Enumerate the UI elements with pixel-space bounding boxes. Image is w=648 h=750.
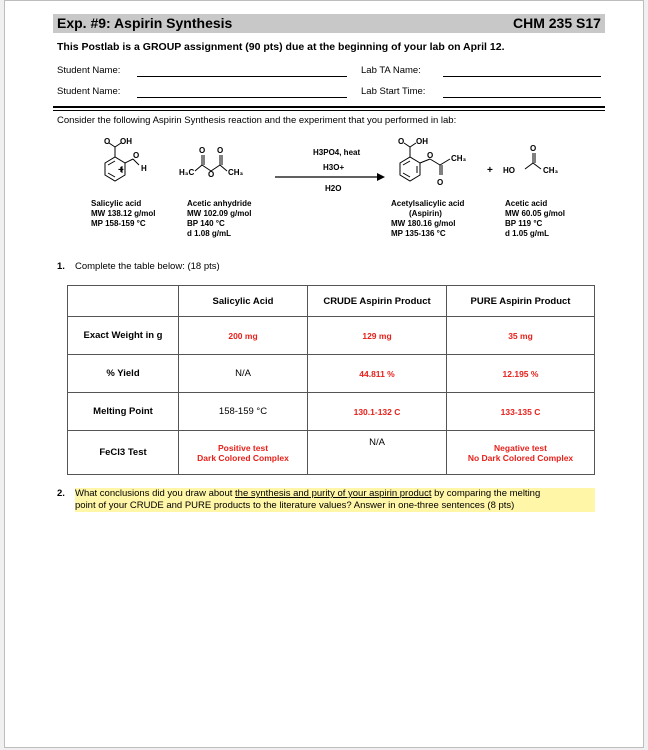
- compound-density: d 1.05 g/mL: [505, 229, 550, 238]
- svg-text:CH₃: CH₃: [543, 166, 559, 175]
- compound-salicylic-acid: [91, 199, 155, 229]
- table-cell[interactable]: 158-159 °C: [179, 393, 308, 431]
- table-cell[interactable]: [179, 431, 308, 475]
- compound-aspirin: [391, 199, 464, 239]
- compound-mw: MW 138.12 g/mol: [91, 209, 156, 218]
- table-cell[interactable]: N/A: [308, 431, 447, 475]
- postlab-page: [4, 0, 644, 748]
- compound-name: Acetic acid: [505, 199, 548, 208]
- lab-start-time-label: Lab Start Time:: [361, 86, 426, 97]
- question-2-emphasis: the synthesis and purity of your aspirin product: [235, 488, 432, 499]
- assignment-subtitle: This Postlab is a GROUP assignment (90 pts) due at the beginning of your lab on April 12.: [57, 41, 505, 53]
- table-cell[interactable]: 12.195 %: [447, 355, 595, 393]
- svg-text:O: O: [427, 151, 434, 160]
- compound-mp: MP 158-159 °C: [91, 219, 146, 228]
- cell-line: Negative test: [494, 442, 547, 453]
- svg-text:H₃C: H₃C: [179, 168, 195, 177]
- svg-text:O: O: [104, 137, 111, 146]
- table-row: [68, 355, 595, 393]
- question-1-number: 1.: [57, 261, 65, 272]
- compound-bp: BP 119 °C: [505, 219, 543, 228]
- table-header-row: [68, 286, 595, 317]
- table-cell[interactable]: N/A: [179, 355, 308, 393]
- compound-density: d 1.08 g/mL: [187, 229, 232, 238]
- student-name-field-2[interactable]: [137, 97, 347, 98]
- lab-ta-name-field[interactable]: [443, 76, 601, 77]
- table-cell[interactable]: 200 mg: [179, 317, 308, 355]
- results-table: [67, 285, 595, 475]
- svg-text:CH₃: CH₃: [228, 168, 244, 177]
- plus-sign-1: +: [118, 165, 124, 176]
- student-name-field-1[interactable]: [137, 76, 347, 77]
- question-2-part1: What conclusions did you draw about: [75, 488, 236, 499]
- course-code: CHM 235 S17: [513, 15, 601, 31]
- table-row: [68, 431, 595, 475]
- lab-ta-name-label: Lab TA Name:: [361, 65, 421, 76]
- compound-name: Acetylsalicylic acid: [391, 199, 465, 208]
- compound-name: Acetic anhydride: [187, 199, 252, 208]
- svg-text:O: O: [208, 170, 215, 179]
- reaction-arrow-head: [377, 173, 385, 181]
- question-1-text: Complete the table below: (18 pts): [75, 261, 220, 272]
- table-cell[interactable]: 129 mg: [308, 317, 447, 355]
- row-label: FeCl3 Test: [68, 431, 179, 475]
- compound-mw: MW 180.16 g/mol: [391, 219, 456, 228]
- student-name-label-2: Student Name:: [57, 86, 121, 97]
- intro-text: Consider the following Aspirin Synthesis reaction and the experiment that you performed in lab:: [57, 115, 457, 126]
- compound-bp: BP 140 °C: [187, 219, 225, 228]
- table-cell[interactable]: [447, 431, 595, 475]
- svg-text:HO: HO: [503, 166, 515, 175]
- lab-start-time-field[interactable]: [443, 97, 601, 98]
- question-2-number: 2.: [57, 488, 65, 499]
- question-2-text: [75, 488, 595, 512]
- svg-text:O: O: [398, 137, 405, 146]
- table-header-cell: PURE Aspirin Product: [447, 286, 595, 317]
- svg-text:OH: OH: [416, 137, 428, 146]
- svg-text:OH: OH: [120, 137, 132, 146]
- table-header-cell: [68, 286, 179, 317]
- compound-acetic-anhydride: [187, 199, 251, 239]
- cell-line: Dark Colored Complex: [197, 452, 289, 463]
- compound-alt-name: (Aspirin): [409, 209, 442, 218]
- divider-thin: [53, 110, 605, 111]
- row-label: Exact Weight in g: [68, 317, 179, 355]
- question-2-line2: point of your CRUDE and PURE products to the literature values? Answer in one-three sentences (8 pts): [75, 500, 515, 511]
- svg-text:O: O: [133, 151, 140, 160]
- cell-line: Positive test: [217, 442, 269, 453]
- condition-2: H3O+: [323, 163, 345, 172]
- table-cell[interactable]: 35 mg: [447, 317, 595, 355]
- compound-mw: MW 60.05 g/mol: [505, 209, 566, 218]
- table-row: [68, 393, 595, 431]
- svg-text:O: O: [437, 178, 444, 187]
- svg-text:CH₃: CH₃: [451, 154, 467, 163]
- compound-mp: MP 135-136 °C: [391, 229, 446, 238]
- svg-text:O: O: [530, 144, 537, 153]
- table-cell[interactable]: 133-135 C: [447, 393, 595, 431]
- svg-text:O: O: [217, 146, 224, 155]
- table-header-cell: CRUDE Aspirin Product: [308, 286, 447, 317]
- compound-name: Salicylic acid: [91, 199, 142, 208]
- condition-3: H2O: [325, 184, 342, 193]
- table-row: [68, 317, 595, 355]
- condition-1: H3PO4, heat: [313, 148, 361, 157]
- svg-text:O: O: [199, 146, 206, 155]
- question-2-part3: by comparing the melting: [431, 488, 541, 499]
- cell-line: No Dark Colored Complex: [467, 452, 574, 463]
- row-label: % Yield: [68, 355, 179, 393]
- plus-sign-2: +: [487, 165, 493, 176]
- row-label: Melting Point: [68, 393, 179, 431]
- compound-mw: MW 102.09 g/mol: [187, 209, 252, 218]
- svg-text:H: H: [141, 164, 147, 173]
- table-header-cell: Salicylic Acid: [179, 286, 308, 317]
- student-name-label-1: Student Name:: [57, 65, 121, 76]
- table-cell[interactable]: 44.811 %: [308, 355, 447, 393]
- experiment-title: Exp. #9: Aspirin Synthesis: [57, 15, 233, 31]
- table-cell[interactable]: 130.1-132 C: [308, 393, 447, 431]
- divider-thick: [53, 106, 605, 108]
- compound-acetic-acid: [505, 199, 565, 239]
